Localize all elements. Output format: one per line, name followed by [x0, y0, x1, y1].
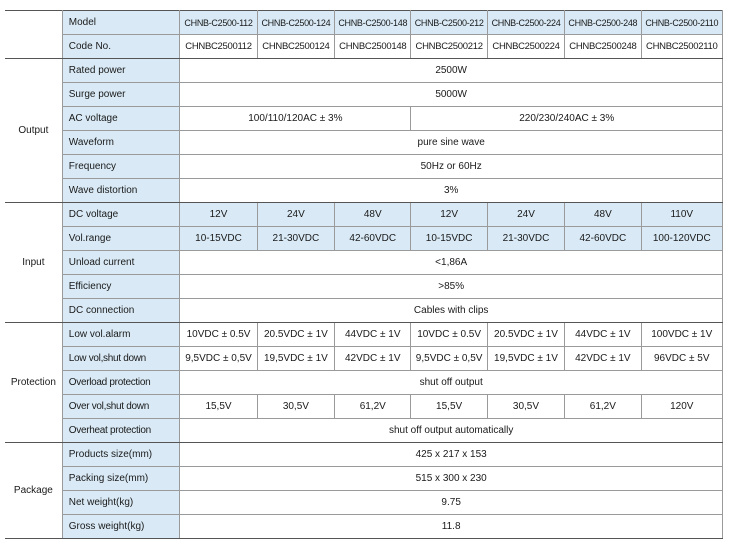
over-vol-shutdown-value: 15,5V — [411, 395, 487, 419]
model-name: CHNB-C2500-212 — [411, 11, 487, 35]
dc-voltage-value: 24V — [257, 203, 334, 227]
low-vol-alarm-value: 44VDC ± 1V — [565, 323, 641, 347]
vol-range-value: 42-60VDC — [335, 227, 411, 251]
model-row — [5, 11, 723, 35]
low-vol-shutdown-row — [5, 347, 723, 371]
surge-power-label: Surge power — [62, 83, 180, 107]
vol-range-value: 100-120VDC — [641, 227, 722, 251]
overheat-row — [5, 419, 723, 443]
rated-power-row — [5, 59, 723, 83]
output-section-title: Output — [5, 59, 62, 203]
efficiency-row — [5, 275, 723, 299]
input-section-title: Input — [5, 203, 62, 323]
dc-voltage-row — [5, 203, 723, 227]
efficiency-label: Efficiency — [62, 275, 180, 299]
unload-current-value: <1,86A — [180, 251, 723, 275]
low-vol-alarm-row — [5, 323, 723, 347]
model-name: CHNB-C2500-248 — [565, 11, 641, 35]
wave-distortion-value: 3% — [180, 179, 723, 203]
dc-voltage-value: 48V — [565, 203, 641, 227]
low-vol-shutdown-label: Low vol,shut down — [62, 347, 180, 371]
overheat-value: shut off output automatically — [180, 419, 723, 443]
wave-distortion-row — [5, 179, 723, 203]
code-row — [5, 35, 723, 59]
code-number: CHNBC2500248 — [565, 35, 641, 59]
model-label: Model — [62, 11, 180, 35]
model-name: CHNB-C2500-2110 — [641, 11, 722, 35]
ac-voltage-high: 220/230/240AC ± 3% — [411, 107, 723, 131]
low-vol-shutdown-value: 9,5VDC ± 0,5V — [180, 347, 257, 371]
over-vol-shutdown-value: 120V — [641, 395, 722, 419]
unload-current-label: Unload current — [62, 251, 180, 275]
dc-voltage-label: DC voltage — [62, 203, 180, 227]
vol-range-value: 10-15VDC — [180, 227, 257, 251]
low-vol-alarm-value: 44VDC ± 1V — [335, 323, 411, 347]
products-size-value: 425 x 217 x 153 — [180, 443, 723, 467]
net-weight-value: 9.75 — [180, 491, 723, 515]
waveform-label: Waveform — [62, 131, 180, 155]
low-vol-alarm-label: Low vol.alarm — [62, 323, 180, 347]
ac-voltage-row — [5, 107, 723, 131]
model-name: CHNB-C2500-124 — [257, 11, 334, 35]
code-label: Code No. — [62, 35, 180, 59]
vol-range-value: 21-30VDC — [257, 227, 334, 251]
gross-weight-value: 11.8 — [180, 515, 723, 539]
overheat-label: Overheat protection — [62, 419, 180, 443]
surge-power-value: 5000W — [180, 83, 723, 107]
dc-voltage-value: 12V — [411, 203, 487, 227]
dc-connection-value: Cables with clips — [180, 299, 723, 323]
vol-range-value: 42-60VDC — [565, 227, 641, 251]
low-vol-shutdown-value: 96VDC ± 5V — [641, 347, 722, 371]
code-number: CHNBC2500212 — [411, 35, 487, 59]
rated-power-value: 2500W — [180, 59, 723, 83]
wave-distortion-label: Wave distortion — [62, 179, 180, 203]
low-vol-alarm-value: 10VDC ± 0.5V — [180, 323, 257, 347]
gross-weight-row — [5, 515, 723, 539]
low-vol-alarm-value: 100VDC ± 1V — [641, 323, 722, 347]
low-vol-shutdown-value: 42VDC ± 1V — [335, 347, 411, 371]
package-section-title: Package — [5, 443, 62, 539]
overload-label: Overload protection — [62, 371, 180, 395]
model-name: CHNB-C2500-224 — [487, 11, 564, 35]
surge-power-row — [5, 83, 723, 107]
vol-range-value: 21-30VDC — [487, 227, 564, 251]
code-number: CHNBC2500224 — [487, 35, 564, 59]
packing-size-value: 515 x 300 x 230 — [180, 467, 723, 491]
low-vol-shutdown-value: 9,5VDC ± 0,5V — [411, 347, 487, 371]
products-size-row — [5, 443, 723, 467]
code-number: CHNBC25002110 — [641, 35, 722, 59]
ac-voltage-label: AC voltage — [62, 107, 180, 131]
low-vol-shutdown-value: 19,5VDC ± 1V — [257, 347, 334, 371]
vol-range-value: 10-15VDC — [411, 227, 487, 251]
gross-weight-label: Gross weight(kg) — [62, 515, 180, 539]
efficiency-value: >85% — [180, 275, 723, 299]
frequency-value: 50Hz or 60Hz — [180, 155, 723, 179]
ac-voltage-low: 100/110/120AC ± 3% — [180, 107, 411, 131]
products-size-label: Products size(mm) — [62, 443, 180, 467]
model-name: CHNB-C2500-148 — [335, 11, 411, 35]
packing-size-row — [5, 467, 723, 491]
over-vol-shutdown-value: 15,5V — [180, 395, 257, 419]
unload-current-row — [5, 251, 723, 275]
low-vol-alarm-value: 10VDC ± 0.5V — [411, 323, 487, 347]
protection-section-title: Protection — [5, 323, 62, 443]
frequency-row — [5, 155, 723, 179]
waveform-row — [5, 131, 723, 155]
over-vol-shutdown-value: 30,5V — [257, 395, 334, 419]
over-vol-shutdown-value: 61,2V — [335, 395, 411, 419]
over-vol-shutdown-label: Over vol,shut down — [62, 395, 180, 419]
vol-range-label: Vol.range — [62, 227, 180, 251]
low-vol-shutdown-value: 19,5VDC ± 1V — [487, 347, 564, 371]
vol-range-row — [5, 227, 723, 251]
over-vol-shutdown-value: 61,2V — [565, 395, 641, 419]
over-vol-shutdown-row — [5, 395, 723, 419]
model-name: CHNB-C2500-112 — [180, 11, 257, 35]
waveform-value: pure sine wave — [180, 131, 723, 155]
overload-row — [5, 371, 723, 395]
header-corner — [5, 11, 62, 59]
dc-voltage-value: 48V — [335, 203, 411, 227]
packing-size-label: Packing size(mm) — [62, 467, 180, 491]
dc-voltage-value: 110V — [641, 203, 722, 227]
low-vol-alarm-value: 20.5VDC ± 1V — [487, 323, 564, 347]
code-number: CHNBC2500124 — [257, 35, 334, 59]
dc-voltage-value: 24V — [487, 203, 564, 227]
low-vol-shutdown-value: 42VDC ± 1V — [565, 347, 641, 371]
spec-table — [5, 10, 723, 539]
net-weight-label: Net weight(kg) — [62, 491, 180, 515]
over-vol-shutdown-value: 30,5V — [487, 395, 564, 419]
frequency-label: Frequency — [62, 155, 180, 179]
dc-connection-row — [5, 299, 723, 323]
code-number: CHNBC2500112 — [180, 35, 257, 59]
code-number: CHNBC2500148 — [335, 35, 411, 59]
rated-power-label: Rated power — [62, 59, 180, 83]
overload-value: shut off output — [180, 371, 723, 395]
low-vol-alarm-value: 20.5VDC ± 1V — [257, 323, 334, 347]
dc-voltage-value: 12V — [180, 203, 257, 227]
dc-connection-label: DC connection — [62, 299, 180, 323]
net-weight-row — [5, 491, 723, 515]
